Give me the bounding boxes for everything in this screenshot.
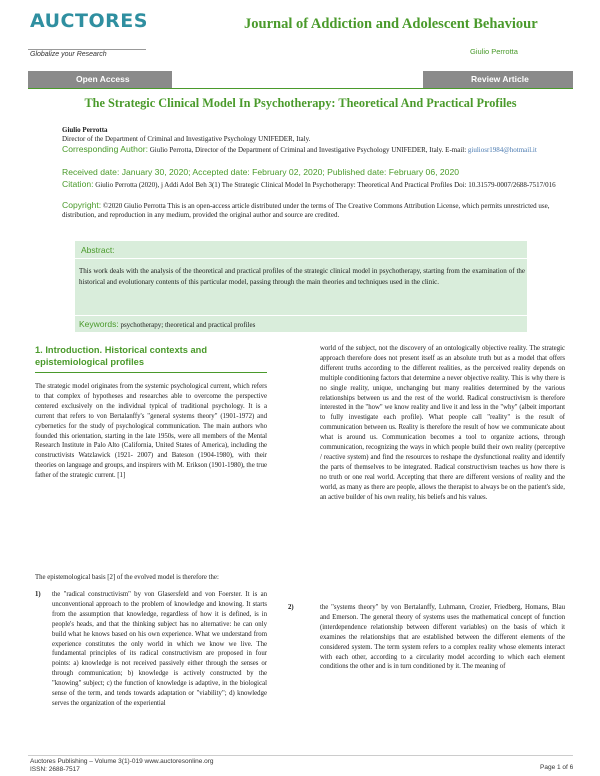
- corresponding-text: Giulio Perrotta, Director of the Department of Criminal and Investigative Psychology UNIFEDER, Italy. E-mail:: [149, 146, 467, 154]
- header-divider: [28, 88, 573, 89]
- body-paragraph: The strategic model originates from the systemic psychological current, which refers to that complex of hypotheses and researches able to overcome the perspective centered exclusively on the individual typical of traditional psychology. It is a current that refers to von Bertalanffy's "general systems theory" (1901-1972) and cybernetics for the study of psychological communication. The main authors who founded this orientation, starting in the late 1950s, were all members of the Mental Research Institute in Palo Alto (California, United States of America), including the constructivists Watzlawick (1921- 2007) and Bateson (1904-1980), with their theories on language and groups, and inspirers with M. Erikson (1901-1980), the true father of the strategic current. [1]: [35, 383, 267, 480]
- keywords: [79, 319, 255, 329]
- list-item-text: the "radical constructivism" by von Glasersfeld and von Foerster. It is an unconventional approach to the problem of knowledge and knowing. It starts from the assumption that knowledge, regardless of how it is defined, is in people's heads, and that the thinking subject has no alternative: he can only build what he knows based on his own experience. What we understand from experience constitutes the only world in which we know we live. The fundamental principles of its radical constructivism are proposed in four points: a) knowledge is not received passively either through the senses or through communication; b) knowledge is actively constructed by the "knowing" subject; c) the function of knowledge is adaptive, in the biological sense of the term, and tends towards adaptation or "viability"; d) knowledge serves the organization of the experiential: [52, 591, 267, 707]
- doi[interactable]: 10.31579-0007/2688-7517/016: [468, 181, 556, 189]
- body-paragraph: The epistemological basis [2] of the evolved model is therefore the:: [35, 574, 219, 581]
- corresponding-label: Corresponding Author:: [62, 144, 148, 154]
- section-heading: 1. Introduction. Historical contexts and epistemiological profiles: [35, 345, 208, 367]
- copyright-label: Copyright:: [62, 200, 102, 210]
- list-item-number: 2): [288, 604, 294, 611]
- header-author: Giulio Perrotta: [470, 47, 518, 56]
- logo-tagline: Globalize your Research: [30, 51, 107, 58]
- abstract-divider: [75, 258, 527, 259]
- author-name: Giulio Perrotta: [62, 126, 108, 134]
- page-number: Page 1 of 6: [540, 764, 574, 771]
- author-block: [62, 126, 572, 144]
- body-paragraph: world of the subject, not the discovery of an ontologically objective reality. The strategic approach therefore does not present itself as an absolute truth but as a model that offers different truths according to the different realities, as the perceived reality depends on multiple conditioning factors that determine a never objective reality. This is why there is no single reality, unique, unchanging but many realities determined by the various relationships between us and the rest of the world. Radical constructivism is therefore interested in the "how" we know reality and live it and less in the "why" (albeit important to fully investigate each profile). What people call "reality" is the result of communication between us. Reality is therefore the result of how we communicate about what is around us. Communication becomes a tool to organize actions, through communication, recognizing the ways in which people build their own reality (perceptive / reactive system) and find the resources to reshape the dysfunctional reality and identify the parts of themselves to be integrated. Radical constructivism teaches us how there is no truth or one real world. Accepting that there are different versions of reality and the world, as many as there are people, allows the therapist to always be on the patient's side, an active builder of his own reality, his beliefs and his values.: [320, 345, 565, 501]
- corresponding-author: [62, 145, 572, 155]
- abstract-text: This work deals with the analysis of the theoretical and practical profiles of the strategic clinical model in psychotherapy, starting from the examination of the historical and evolutionary contents of this particular model, passing through the main theories and techniques used in the clinic.: [79, 267, 525, 286]
- article-type-label: Review Article: [471, 74, 529, 84]
- article-title: The Strategic Clinical Model In Psychotherapy: Theoretical And Practical Profiles: [84, 96, 517, 110]
- footer-publisher: [30, 758, 214, 774]
- journal-logo: AUCTORES: [30, 10, 148, 32]
- keywords-text: psychotherapy; theoretical and practical profiles: [120, 321, 256, 329]
- open-access-label: Open Access: [76, 74, 130, 84]
- list-item-number: 1): [35, 591, 41, 598]
- footer-divider: [28, 755, 573, 756]
- citation-label: Citation:: [62, 179, 94, 189]
- list-item-text: the "systems theory" by von Bertalanffy, Luhmann, Crozier, Friedberg, Homans, Blau and Emerson. The general theory of systems uses the mathematical concept of function (interdependence relationship between different variables) on the basis of which it examines the relationships that are established between the different elements of the considered system. The term system refers to a complex reality whose elements interact with each other, according to a circularity model according to which each element conditions the other and is in turn conditioned by it. The meaning of: [320, 604, 565, 671]
- abstract-divider-bottom: [75, 315, 527, 316]
- footer-line: Auctores Publishing – Volume 3(1)-019 www.auctoresonline.org: [30, 758, 214, 765]
- keywords-label: Keywords:: [79, 319, 119, 329]
- footer-issn: ISSN: 2688-7517: [30, 766, 80, 773]
- tagline-divider: [28, 49, 146, 50]
- copyright: [62, 201, 572, 220]
- article-dates: Received date: January 30, 2020; Accepted date: February 02, 2020; Published date: February 06, 2020: [62, 167, 460, 177]
- citation: [62, 180, 572, 190]
- journal-title: Journal of Addiction and Adolescent Behaviour: [244, 16, 538, 32]
- abstract-label: Abstract:: [81, 245, 115, 255]
- article-type-bar: [423, 71, 573, 88]
- citation-text: Giulio Perrotta (2020), j Addi Adol Beh 3(1) The Strategic Clinical Model In Psychotherapy: Theoretical And Practical Profiles Doi:: [95, 181, 467, 189]
- section-divider: [35, 372, 267, 373]
- author-affiliation: Director of the Department of Criminal and Investigative Psychology UNIFEDER, Italy.: [62, 135, 311, 143]
- copyright-text: ©2020 Giulio Perrotta This is an open-access article distributed under the terms of The Creative Commons Attribution License, which permits unrestricted use, distribution, and reproduction in any medium, provided the original author and source are credited.: [62, 202, 550, 219]
- author-email[interactable]: giuliosr1984@hotmail.it: [467, 146, 537, 154]
- open-access-bar: [28, 71, 172, 88]
